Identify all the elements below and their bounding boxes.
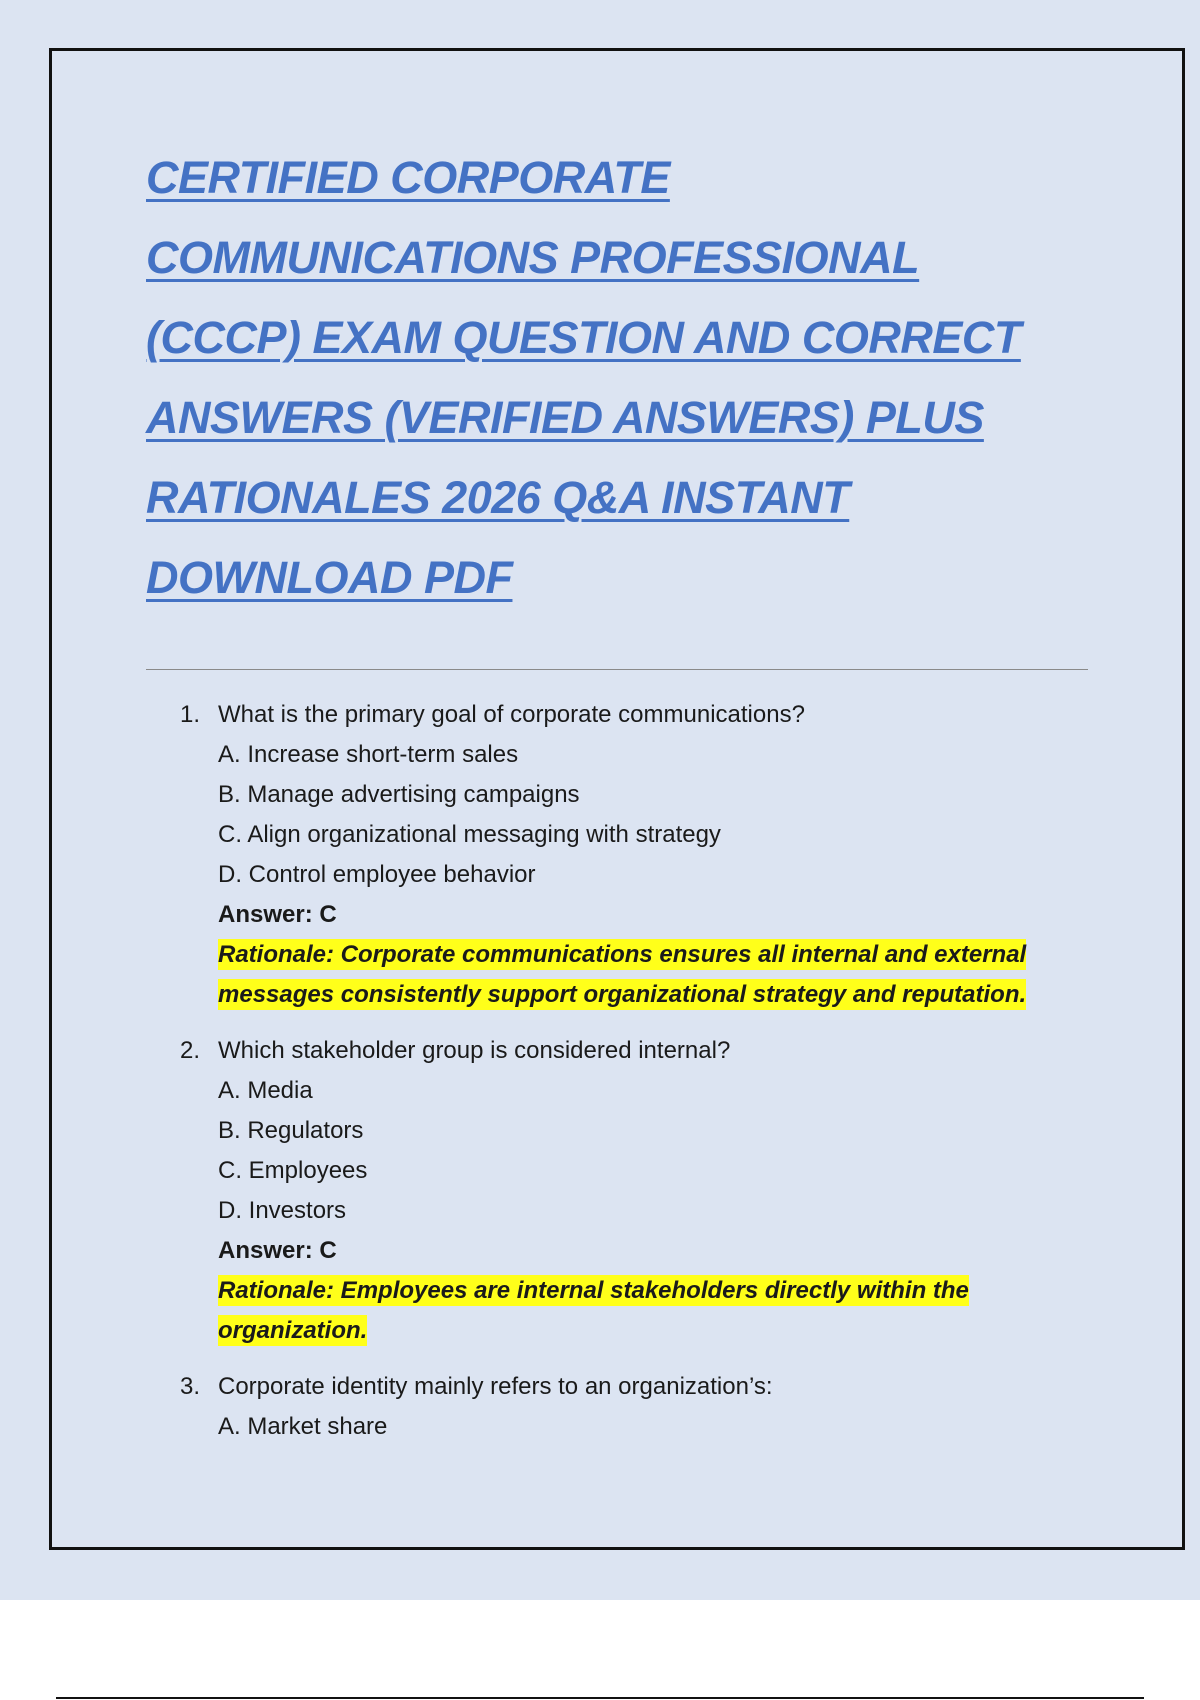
answer-option: D. Investors bbox=[218, 1197, 347, 1224]
question-text: What is the primary goal of corporate communications? bbox=[218, 701, 805, 728]
question-item bbox=[180, 1031, 1060, 1351]
answer-option: A. Market share bbox=[218, 1413, 388, 1440]
correct-answer: Answer: C bbox=[218, 1237, 337, 1264]
answer-option: A. Increase short-term sales bbox=[218, 741, 519, 768]
answer-option: C. Align organizational messaging with strategy bbox=[218, 821, 721, 848]
correct-answer: Answer: C bbox=[218, 901, 337, 928]
question-number: 1. bbox=[180, 701, 201, 728]
question-number: 3. bbox=[180, 1373, 201, 1400]
next-page-border bbox=[56, 1697, 1144, 1699]
answer-option: C. Employees bbox=[218, 1157, 368, 1184]
rationale-highlight bbox=[218, 1271, 1060, 1351]
rationale-highlight bbox=[218, 935, 1060, 1015]
question-item bbox=[180, 695, 1060, 1015]
title-line: (CCCP) EXAM QUESTION AND CORRECT bbox=[146, 312, 1021, 363]
answer-option: D. Control employee behavior bbox=[218, 861, 536, 888]
title-line: CERTIFIED CORPORATE bbox=[146, 152, 670, 203]
horizontal-divider bbox=[146, 669, 1088, 670]
document-title bbox=[146, 138, 1106, 618]
title-line: COMMUNICATIONS PROFESSIONAL bbox=[146, 232, 920, 283]
title-line: ANSWERS (VERIFIED ANSWERS) PLUS bbox=[146, 392, 984, 443]
question-text: Which stakeholder group is considered internal? bbox=[218, 1037, 731, 1064]
answer-option: A. Media bbox=[218, 1077, 313, 1104]
question-text: Corporate identity mainly refers to an organization’s: bbox=[218, 1373, 773, 1400]
question-number: 2. bbox=[180, 1037, 201, 1064]
rationale-text: Rationale: Employees are internal stakeholders directly within the organization. bbox=[218, 1277, 969, 1344]
answer-option: B. Regulators bbox=[218, 1117, 364, 1144]
title-line: RATIONALES 2026 Q&A INSTANT bbox=[146, 472, 850, 523]
title-line: DOWNLOAD PDF bbox=[146, 552, 513, 603]
question-list bbox=[180, 695, 1060, 1463]
rationale-text: Rationale: Corporate communications ensures all internal and external messages consistently support organizational strategy and reputation. bbox=[218, 941, 1027, 1008]
answer-option: B. Manage advertising campaigns bbox=[218, 781, 580, 808]
question-item bbox=[180, 1367, 1060, 1447]
